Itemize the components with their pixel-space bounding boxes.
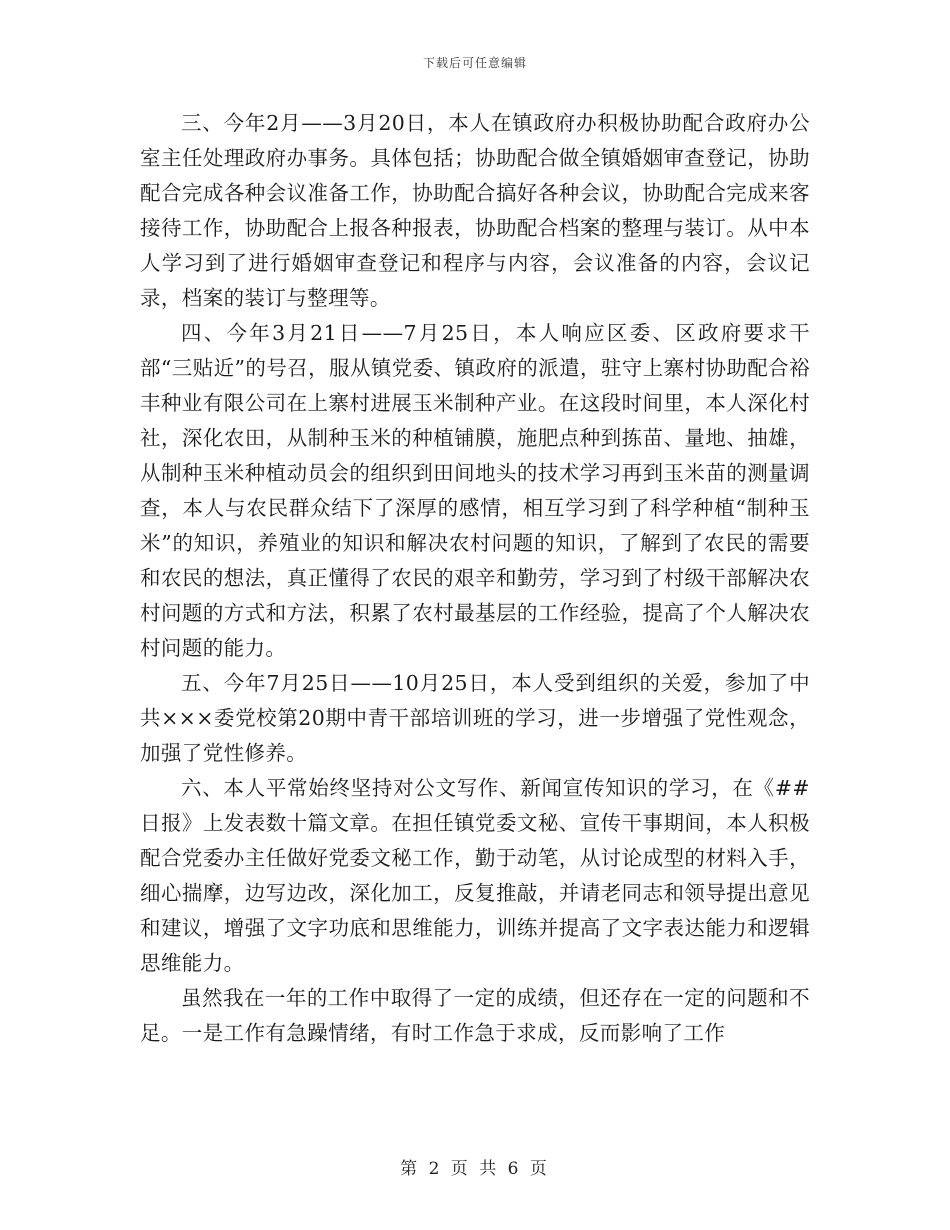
paragraph-three: 三、今年2月——3月20日，本人在镇政府办积极协助配合政府办公室主任处理政府办事务。具体包括；协助配合做全镇婚姻审查登记，协助配合完成各种会议准备工作，协助配合搞好各种会议，协助配合完成来客接待工作，协助配合上报各种报表，协助配合档案的整理与装订。从中本人学习到了进行婚姻审查登记和程序与内容，会议准备的内容，会议记录，档案的装订与整理等。 [140,111,810,310]
paragraph-five: 五、今年7月25日——10月25日，本人受到组织的关爱，参加了中共×××委党校第20期中青干部培训班的学习，进一步增强了党性观念，加强了党性修养。 [140,671,810,765]
page-number-footer: 第 2 页 共 6 页 [400,1159,550,1179]
page-header: 下载后可任意编辑 [422,56,527,70]
paragraph-six: 六、本人平常始终坚持对公文写作、新闻宣传知识的学习，在《##日报》上发表数十篇文章。在担任镇党委文秘、宣传干事期间，本人积极配合党委办主任做好党委文秘工作，勤于动笔，从讨论成型的材料入手，细心揣摩，边写边改，深化加工，反复推敲，并请老同志和领导提出意见和建议，增强了文字功底和思维能力，训练并提高了文字表达能力和逻辑思维能力。 [140,776,810,975]
paragraph-four: 四、今年3月21日——7月25日，本人响应区委、区政府要求干部“三贴近”的号召，服从镇党委、镇政府的派遣，驻守上寨村协助配合裕丰种业有限公司在上寨村进展玉米制种产业。在这段时间里，本人深化村社，深化农田，从制种玉米的种植铺膜，施肥点种到拣苗、量地、抽雄，从制种玉米种植动员会的组织到田间地头的技术学习再到玉米苗的测量调查，本人与农民群众结下了深厚的感情，相互学习到了科学种植“制种玉米”的知识，养殖业的知识和解决农村问题的知识，了解到了农民的需要和农民的想法，真正懂得了农民的艰辛和勤劳，学习到了村级干部解决农村问题的方式和方法，积累了农村最基层的工作经验，提高了个人解决农村问题的能力。 [140,321,810,660]
document-body [140,106,810,1051]
paragraph-shortcomings: 虽然我在一年的工作中取得了一定的成绩，但还存在一定的问题和不足。一是工作有急躁情绪，有时工作急于求成，反而影响了工作 [140,986,810,1045]
